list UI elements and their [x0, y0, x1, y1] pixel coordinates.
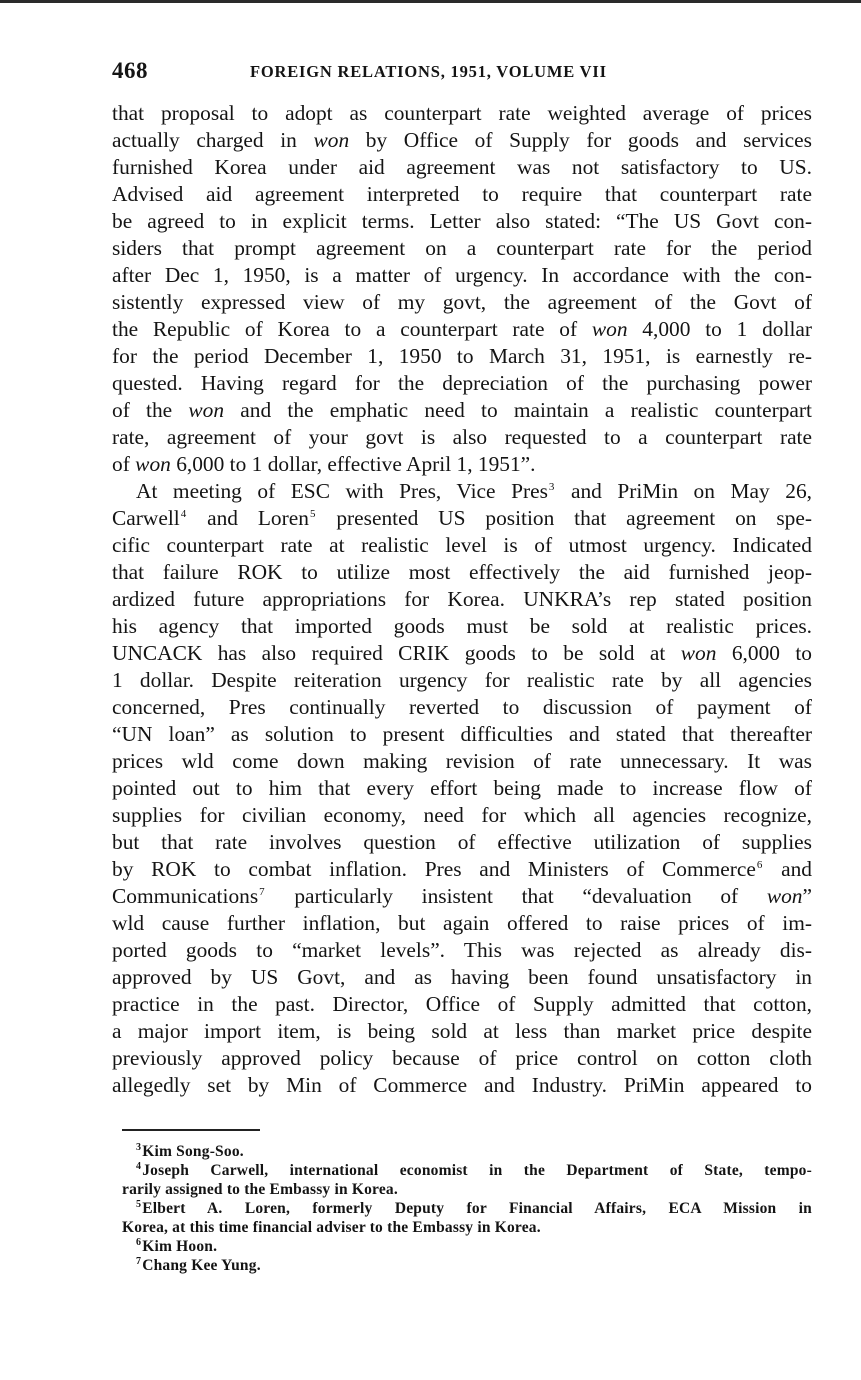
italic-won: won: [188, 398, 225, 422]
footnote-ref: 6: [756, 859, 763, 871]
text-line: practice in the past. Director, Office of Supply admitted that cotton,: [112, 992, 812, 1016]
footnote-5: $^5$Elbert A. Loren, formerly Deputy for Financial Affairs, ECA Mission in: [136, 1199, 812, 1217]
running-head-title: FOREIGN RELATIONS, 1951, VOLUME VII: [250, 62, 607, 81]
text-line: after Dec 1, 1950, is a matter of urgency. In accordance with the con-: [112, 263, 812, 287]
text-line: ardized future appropriations for Korea. UNKRA’s rep stated position: [112, 587, 812, 611]
text-line: but that rate involves question of effective utilization of supplies: [112, 830, 812, 854]
text-line: At meeting of ESC with Pres, Vice Pres$^3$ and PriMin on May 26,: [136, 479, 812, 503]
text-line: by ROK to combat inflation. Pres and Ministers of Commerce$^6$ and: [112, 857, 812, 881]
text-line: UNCACK has also required CRIK goods to be sold at won 6,000 to: [112, 641, 812, 665]
text-line: actually charged in won by Office of Supply for goods and services: [112, 128, 812, 152]
text-line: of won 6,000 to 1 dollar, effective April 1, 1951”.: [112, 452, 536, 476]
text-line: that proposal to adopt as counterpart rate weighted average of prices: [112, 101, 812, 125]
italic-won: won: [135, 452, 171, 476]
running-head: [112, 58, 812, 88]
text-line: of the won and the emphatic need to maintain a realistic counterpart: [112, 398, 812, 422]
footnote-4: $^4$Joseph Carwell, international economist in the Department of State, tempo-: [136, 1161, 812, 1179]
text-line: Carwell$^4$ and Loren$^5$ presented US position that agreement on spe-: [112, 506, 812, 530]
footnote-separator: [122, 1129, 260, 1131]
text-line: Advised aid agreement interpreted to require that counterpart rate: [112, 182, 812, 206]
text-line: that failure ROK to utilize most effectively the aid furnished jeop-: [112, 560, 812, 584]
text-line: furnished Korea under aid agreement was not satisfactory to US.: [112, 155, 812, 179]
text-line: wld cause further inflation, but again offered to raise prices of im-: [112, 911, 812, 935]
text-line: ported goods to “market levels”. This was rejected as already dis-: [112, 938, 812, 962]
paragraph-2: [112, 478, 812, 1099]
footnote-3: $^3$Kim Song-Soo.: [136, 1142, 244, 1160]
footnote-7: $^7$Chang Kee Yung.: [136, 1256, 261, 1274]
text-line: quested. Having regard for the depreciation of the purchasing power: [112, 371, 812, 395]
text-line: concerned, Pres continually reverted to discussion of payment of: [112, 695, 812, 719]
text-line: prices wld come down making revision of rate unnecessary. It was: [112, 749, 812, 773]
text-line: 1 dollar. Despite reiteration urgency for realistic rate by all agencies: [112, 668, 812, 692]
text-line: for the period December 1, 1950 to March 31, 1951, is earnestly re-: [112, 344, 812, 368]
italic-won: won: [680, 641, 717, 665]
top-border-rule: [0, 0, 861, 3]
text-line: approved by US Govt, and as having been found unsatisfactory in: [112, 965, 812, 989]
italic-won: won: [313, 128, 350, 152]
text-line: rate, agreement of your govt is also requested to a counterpart rate: [112, 425, 812, 449]
text-line: sistently expressed view of my govt, the agreement of the Govt of: [112, 290, 812, 314]
text-line: siders that prompt agreement on a counterpart rate for the period: [112, 236, 812, 260]
text-line: previously approved policy because of price control on cotton cloth: [112, 1046, 812, 1070]
text-line: be agreed to in explicit terms. Letter also stated: “The US Govt con-: [112, 209, 812, 233]
italic-won: won: [591, 317, 628, 341]
text-line: supplies for civilian economy, need for which all agencies recognize,: [112, 803, 812, 827]
text-line: his agency that imported goods must be sold at realistic prices.: [112, 614, 812, 638]
text-line: allegedly set by Min of Commerce and Industry. PriMin appeared to: [112, 1073, 812, 1097]
footnote-ref: 7: [259, 886, 265, 898]
footnotes: [122, 1142, 812, 1275]
footnote-6: $^6$Kim Hoon.: [136, 1237, 218, 1255]
text-line: a major import item, is being sold at less than market price despite: [112, 1019, 812, 1043]
text-line: the Republic of Korea to a counterpart rate of won 4,000 to 1 dollar: [112, 317, 813, 341]
footnote-5-cont: Korea, at this time financial adviser to the Embassy in Korea.: [122, 1219, 541, 1236]
footnote-ref: 3: [548, 481, 555, 493]
page-number: 468: [112, 58, 148, 83]
footnote-4-cont: rarily assigned to the Embassy in Korea.: [122, 1181, 398, 1198]
text-line: cific counterpart rate at realistic level is of utmost urgency. Indicated: [112, 533, 812, 557]
text-line: Communications$^7$ particularly insistent that “devaluation of won”: [112, 884, 812, 908]
footnote-ref: 4: [180, 508, 187, 520]
italic-won: won: [766, 884, 803, 908]
paragraph-1: [112, 100, 812, 478]
body-text: [112, 100, 812, 1099]
text-line: “UN loan” as solution to present difficulties and stated that thereafter: [112, 722, 812, 746]
text-line: pointed out to him that every effort being made to increase flow of: [112, 776, 812, 800]
footnote-ref: 5: [309, 508, 316, 520]
